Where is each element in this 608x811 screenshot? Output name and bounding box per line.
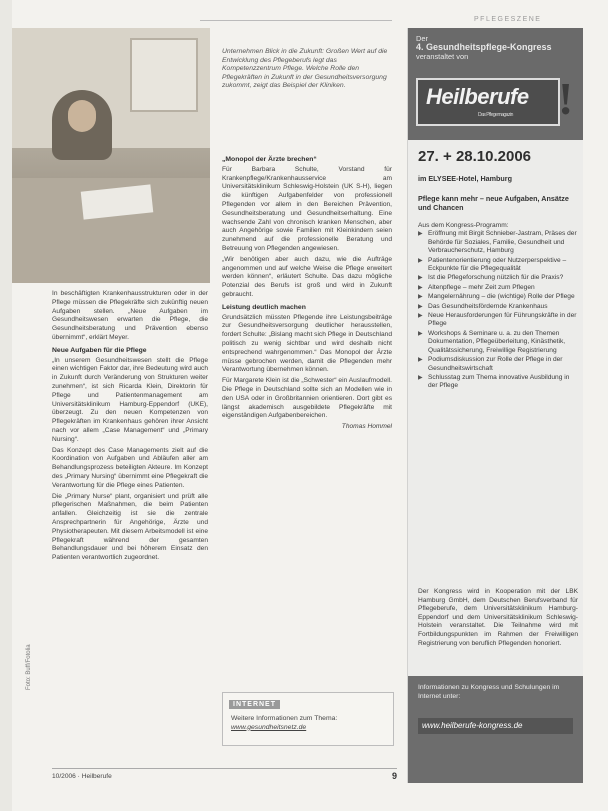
program-list (418, 222, 578, 392)
paragraph: „Wir benötigen aber auch dazu, wie die Aufträge angenommen und auf welche Weise die Pflege erweitert werden können“, erläutert Schulte. Das dazu mögliche Potenzial des Berufs ist groß und wird in Zukunft gebraucht. (222, 255, 392, 298)
congress-advertisement (407, 28, 583, 783)
congress-venue: im ELYSEE-Hotel, Hamburg (418, 174, 512, 183)
issue-label: 10/2006 · Heilberufe (52, 773, 112, 780)
header-rule (200, 20, 392, 21)
article-photo (12, 28, 210, 283)
ad-info-band (408, 676, 583, 783)
paragraph: „In unserem Gesundheitswesen stellt die Pflege einen wichtigen Faktor dar, ihre Bedeutung wird auch in Zukunft durch Veränderung von Strukturen weiter zunehmen“, ist sich Ricarda Klein, Direktorin für Pflege und Patientenmanagement am Universitätsklinikum Hamburg-Eppendorf (UKE), überzeugt. Zu den neuen Kompetenzen von Pflegekräften im Krankenhaus gehören ihrer Ansicht nach vor allem „Case Management“ und „Primary Nursing“. (52, 356, 208, 443)
paragraph: Die „Primary Nurse“ plant, organisiert und prüft alle pflegerischen Maßnahmen, die beim Patienten anfallen. Gleichzeitig ist sie die zentrale Ansprechpartnerin für Angehörige, Ärzte und Physiotherapeuten. Mit diesem Arbeitsmodell ist eine Pflegekraft während der gesamten Behandlungsdauer und bei höherem Einsatz den Patienten verantwortlich zugeordnet. (52, 492, 208, 562)
program-item: ▶ Schlusstag zum Thema innovative Ausbildung in der Pflege (418, 373, 570, 390)
page-footer (52, 768, 397, 781)
internet-box (222, 692, 394, 746)
arrow-icon: ▶ (418, 275, 423, 282)
program-item: ▶ Mangelernährung – die (wichtige) Rolle der Pflege (418, 293, 575, 301)
scan-edge (0, 0, 12, 811)
subheading: Neue Aufgaben für die Pflege (52, 346, 147, 354)
arrow-icon: ▶ (418, 284, 423, 291)
program-item: ▶ Eröffnung mit Birgit Schnieber-Jastram, Präses der Behörde für Soziales, Familie, Gesundheit und Verbraucherschutz, Hamburg (418, 230, 577, 255)
photo-caption: Unternehmen Blick in die Zukunft: Großen Wert auf die Entwicklung des Pflegeberufs legt das Kompetenzzentrum Pflege. Welche Rolle den Pflegekräften in Zukunft in der Gesundheitsversorgung zukommt, zeigt das Beispiel der Kliniken. (222, 48, 388, 90)
subheading: Leistung deutlich machen (222, 303, 306, 311)
info-text: Informationen zu Kongress und Schulungen im Internet unter: (418, 684, 560, 700)
paragraph: In beschäftigten Krankenhausstrukturen oder in der Pflege müssen die Pflegekräfte sich zukünftig neuen Aufgaben stellen. „Neue Aufgaben im Gesundheitswesen erwarten die Pflege, die Gesundheitsberatung und Prävention ebenso übernimmt“, erklärt Meyer. (52, 290, 208, 341)
program-item: ▶ Podiumsdiskussion zur Rolle der Pflege in der Gesundheitswirtschaft (418, 356, 563, 372)
internet-text: Weitere Informationen zum Thema: (231, 715, 338, 722)
paragraph: Für Margarete Klein ist die „Schwester“ ein Auslaufmodell. Die Pflege in Deutschland sollte sich an Modellen wie in den USA oder in Großbritannien orientieren. Dort gibt es längst akademisch ausgebildete Pflegekräfte mit eigenständigen Aufgabenbereichen. (222, 377, 392, 420)
arrow-icon: ▶ (418, 313, 423, 320)
arrow-icon: ▶ (418, 257, 423, 264)
congress-date: 27. + 28.10.2006 (418, 148, 532, 165)
author-signature: Thomas Hommel (341, 423, 392, 431)
photo-credit: Foto: Buff/Fotolia (26, 644, 32, 690)
article-column-1 (52, 290, 208, 565)
program-item: ▶ Patientenorientierung oder Nutzerperspektive – Eckpunkte für die Pflegequalität (418, 256, 567, 273)
ad-kicker: Der 4. Gesundheitspflege-Kongress veranstaltet von (416, 34, 552, 61)
ad-cooperation-text: Der Kongress wird in Kooperation mit der LBK Hamburg GmbH, dem Deutschen Berufsverband für Pflegeberufe, dem Universitätsklinikum Hamburg-Eppendorf und dem Universitätsklinikum Schleswig-Holstein veranstaltet. Die Teilnahme wird mit Fortbildungspunkten im Rahmen der Freiwilligen Registrierung von beruflich Pflegenden honoriert. (418, 588, 578, 647)
paragraph: Grundsätzlich müssten Pflegende ihre Leistungsbeiträge zur Gesundheitsversorgung deutlicher herausstellen, fordert Schulte: „Bislang macht sich Pflege in Deutschland politisch zu wenig sichtbar und wird deshalb nicht entsprechend wahrgenommen.“ Das Monopol der Ärzte müsse gebrochen werden, damit die Pflegenden mehr Verantwortung übernehmen können. (222, 313, 392, 374)
arrow-icon: ▶ (418, 357, 423, 364)
section-label: PFLEGESZENE (474, 16, 542, 23)
program-item: ▶ Neue Herausforderungen für Führungskräfte in der Pflege (418, 312, 577, 328)
program-item: ▶ Ist die Pflegeforschung nützlich für die Praxis? (418, 274, 564, 282)
exclamation-mark-icon: ! (558, 73, 574, 124)
program-intro: Aus dem Kongress-Programm: (418, 222, 509, 229)
congress-url-link[interactable]: www.heilberufe-kongress.de (418, 718, 573, 734)
arrow-icon: ▶ (418, 374, 423, 381)
program-item: ▶ Workshops & Seminare u. a. zu den Themen Dokumentation, Pflegeüberleitung, Kinästhetik, Qualitätssicherung, Freiwillige Registrierung (418, 329, 566, 354)
arrow-icon: ▶ (418, 330, 423, 337)
arrow-icon: ▶ (418, 294, 423, 301)
subheading: „Monopol der Ärzte brechen“ (222, 156, 317, 163)
arrow-icon: ▶ (418, 231, 423, 238)
article-column-2 (222, 152, 392, 432)
page-number: 9 (391, 771, 397, 781)
program-item: ▶ Das Gesundheitsfördernde Krankenhaus (418, 302, 548, 310)
program-item: ▶ Altenpflege – mehr Zeit zum Pflegen (418, 283, 535, 291)
arrow-icon: ▶ (418, 303, 423, 310)
heilberufe-logo: Heilberufe Das Pflegemagazin (416, 78, 560, 126)
congress-theme: Pflege kann mehr – neue Aufgaben, Ansätze und Chancen (418, 194, 569, 212)
internet-heading: INTERNET (229, 700, 280, 709)
paragraph: Für Barbara Schulte, Vorstand für Krankenpflege/Krankenhausservice am Universitätsklinikum Schleswig-Holstein (UK S-H), liegen die künftigen Aufgabenfelder von professionell Pflegenden vor allem in den Bereichen Prävention, Gesundheitsberatung und Gesundheitserhaltung. Eine wachsende Zahl von chronisch kranken Menschen, aber auch Angehörige sowie Familien mit Kleinkindern seien zunehmend auf die professionelle Beratung und Betreuung von Pflegenden angewiesen. (222, 165, 392, 252)
internet-link[interactable]: www.gesundheitsnetz.de (231, 723, 307, 731)
paragraph: Das Konzept des Case Managements zielt auf die Koordination von Aufgaben und Abläufen aller am Behandlungsprozess beteiligten Akteure. Im Konzept des „Primary Nursing“ übernimmt eine Pflegekraft die Verantwortung für die Pflege eines Patienten. (52, 446, 208, 489)
